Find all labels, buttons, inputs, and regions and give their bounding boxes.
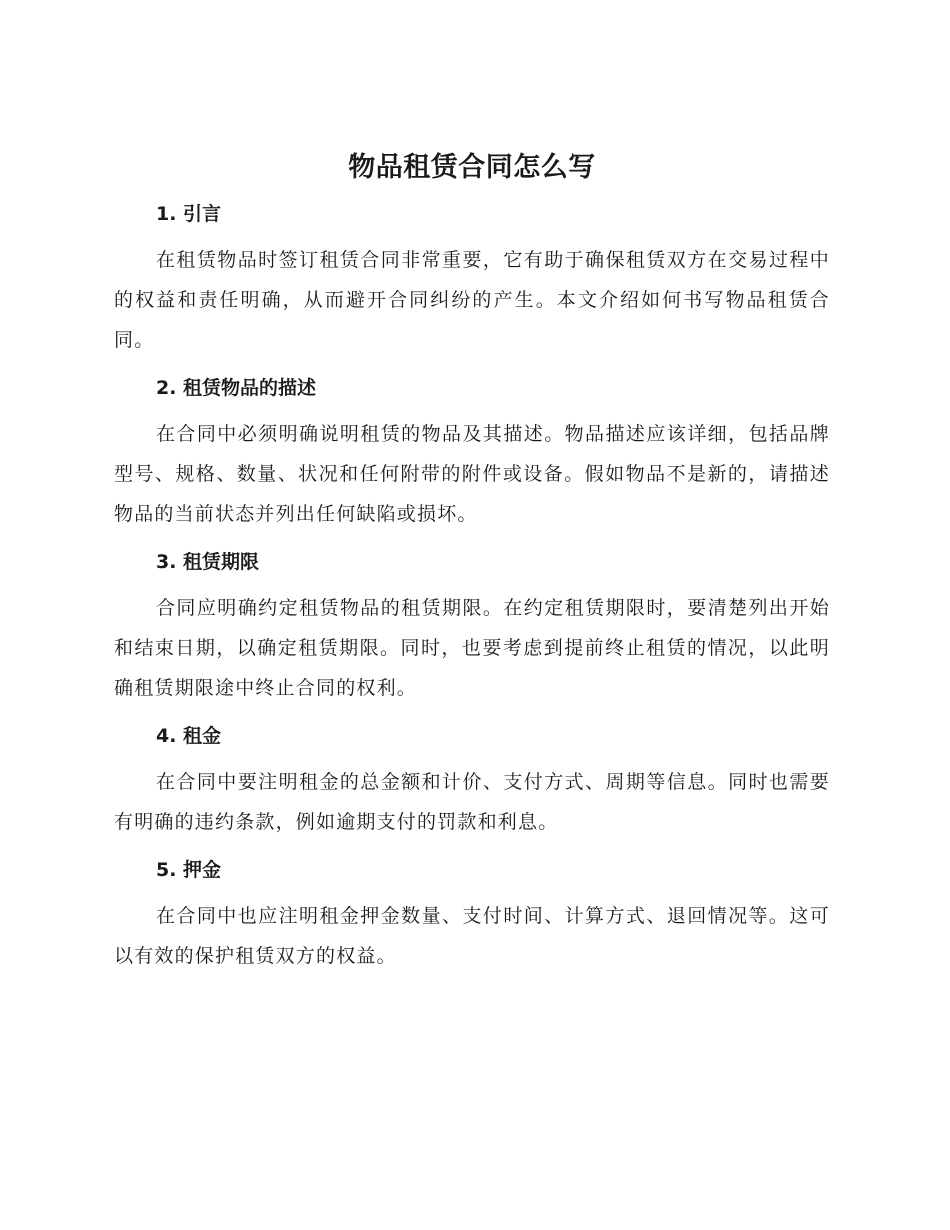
- section-paragraph: 在合同中必须明确说明租赁的物品及其描述。物品描述应该详细，包括品牌型号、规格、数量、状况和任何附带的附件或设备。假如物品不是新的，请描述物品的当前状态并列出任何缺陷或损坏。: [114, 423, 830, 525]
- section-heading: 4. 租金: [156, 725, 222, 747]
- section-paragraph: 在租赁物品时签订租赁合同非常重要，它有助于确保租赁双方在交易过程中的权益和责任明确，从而避开合同纠纷的产生。本文介绍如何书写物品租赁合同。: [114, 249, 830, 351]
- section-rent: [114, 722, 830, 842]
- section-introduction: [114, 200, 830, 360]
- section-item-description: [114, 374, 830, 534]
- section-paragraph: 合同应明确约定租赁物品的租赁期限。在约定租赁期限时，要清楚列出开始和结束日期，以确定租赁期限。同时，也要考虑到提前终止租赁的情况，以此明确租赁期限途中终止合同的权利。: [114, 597, 830, 699]
- section-deposit: [114, 856, 830, 976]
- document-title: 物品租赁合同怎么写: [348, 152, 596, 183]
- section-heading: 5. 押金: [156, 859, 222, 881]
- section-heading: 3. 租赁期限: [156, 551, 260, 573]
- section-lease-term: [114, 548, 830, 708]
- section-heading: 1. 引言: [156, 203, 222, 225]
- section-paragraph: 在合同中要注明租金的总金额和计价、支付方式、周期等信息。同时也需要有明确的违约条款，例如逾期支付的罚款和利息。: [114, 771, 830, 833]
- section-paragraph: 在合同中也应注明租金押金数量、支付时间、计算方式、退回情况等。这可以有效的保护租赁双方的权益。: [114, 905, 830, 967]
- section-heading: 2. 租赁物品的描述: [156, 377, 317, 399]
- document-page: [114, 148, 830, 990]
